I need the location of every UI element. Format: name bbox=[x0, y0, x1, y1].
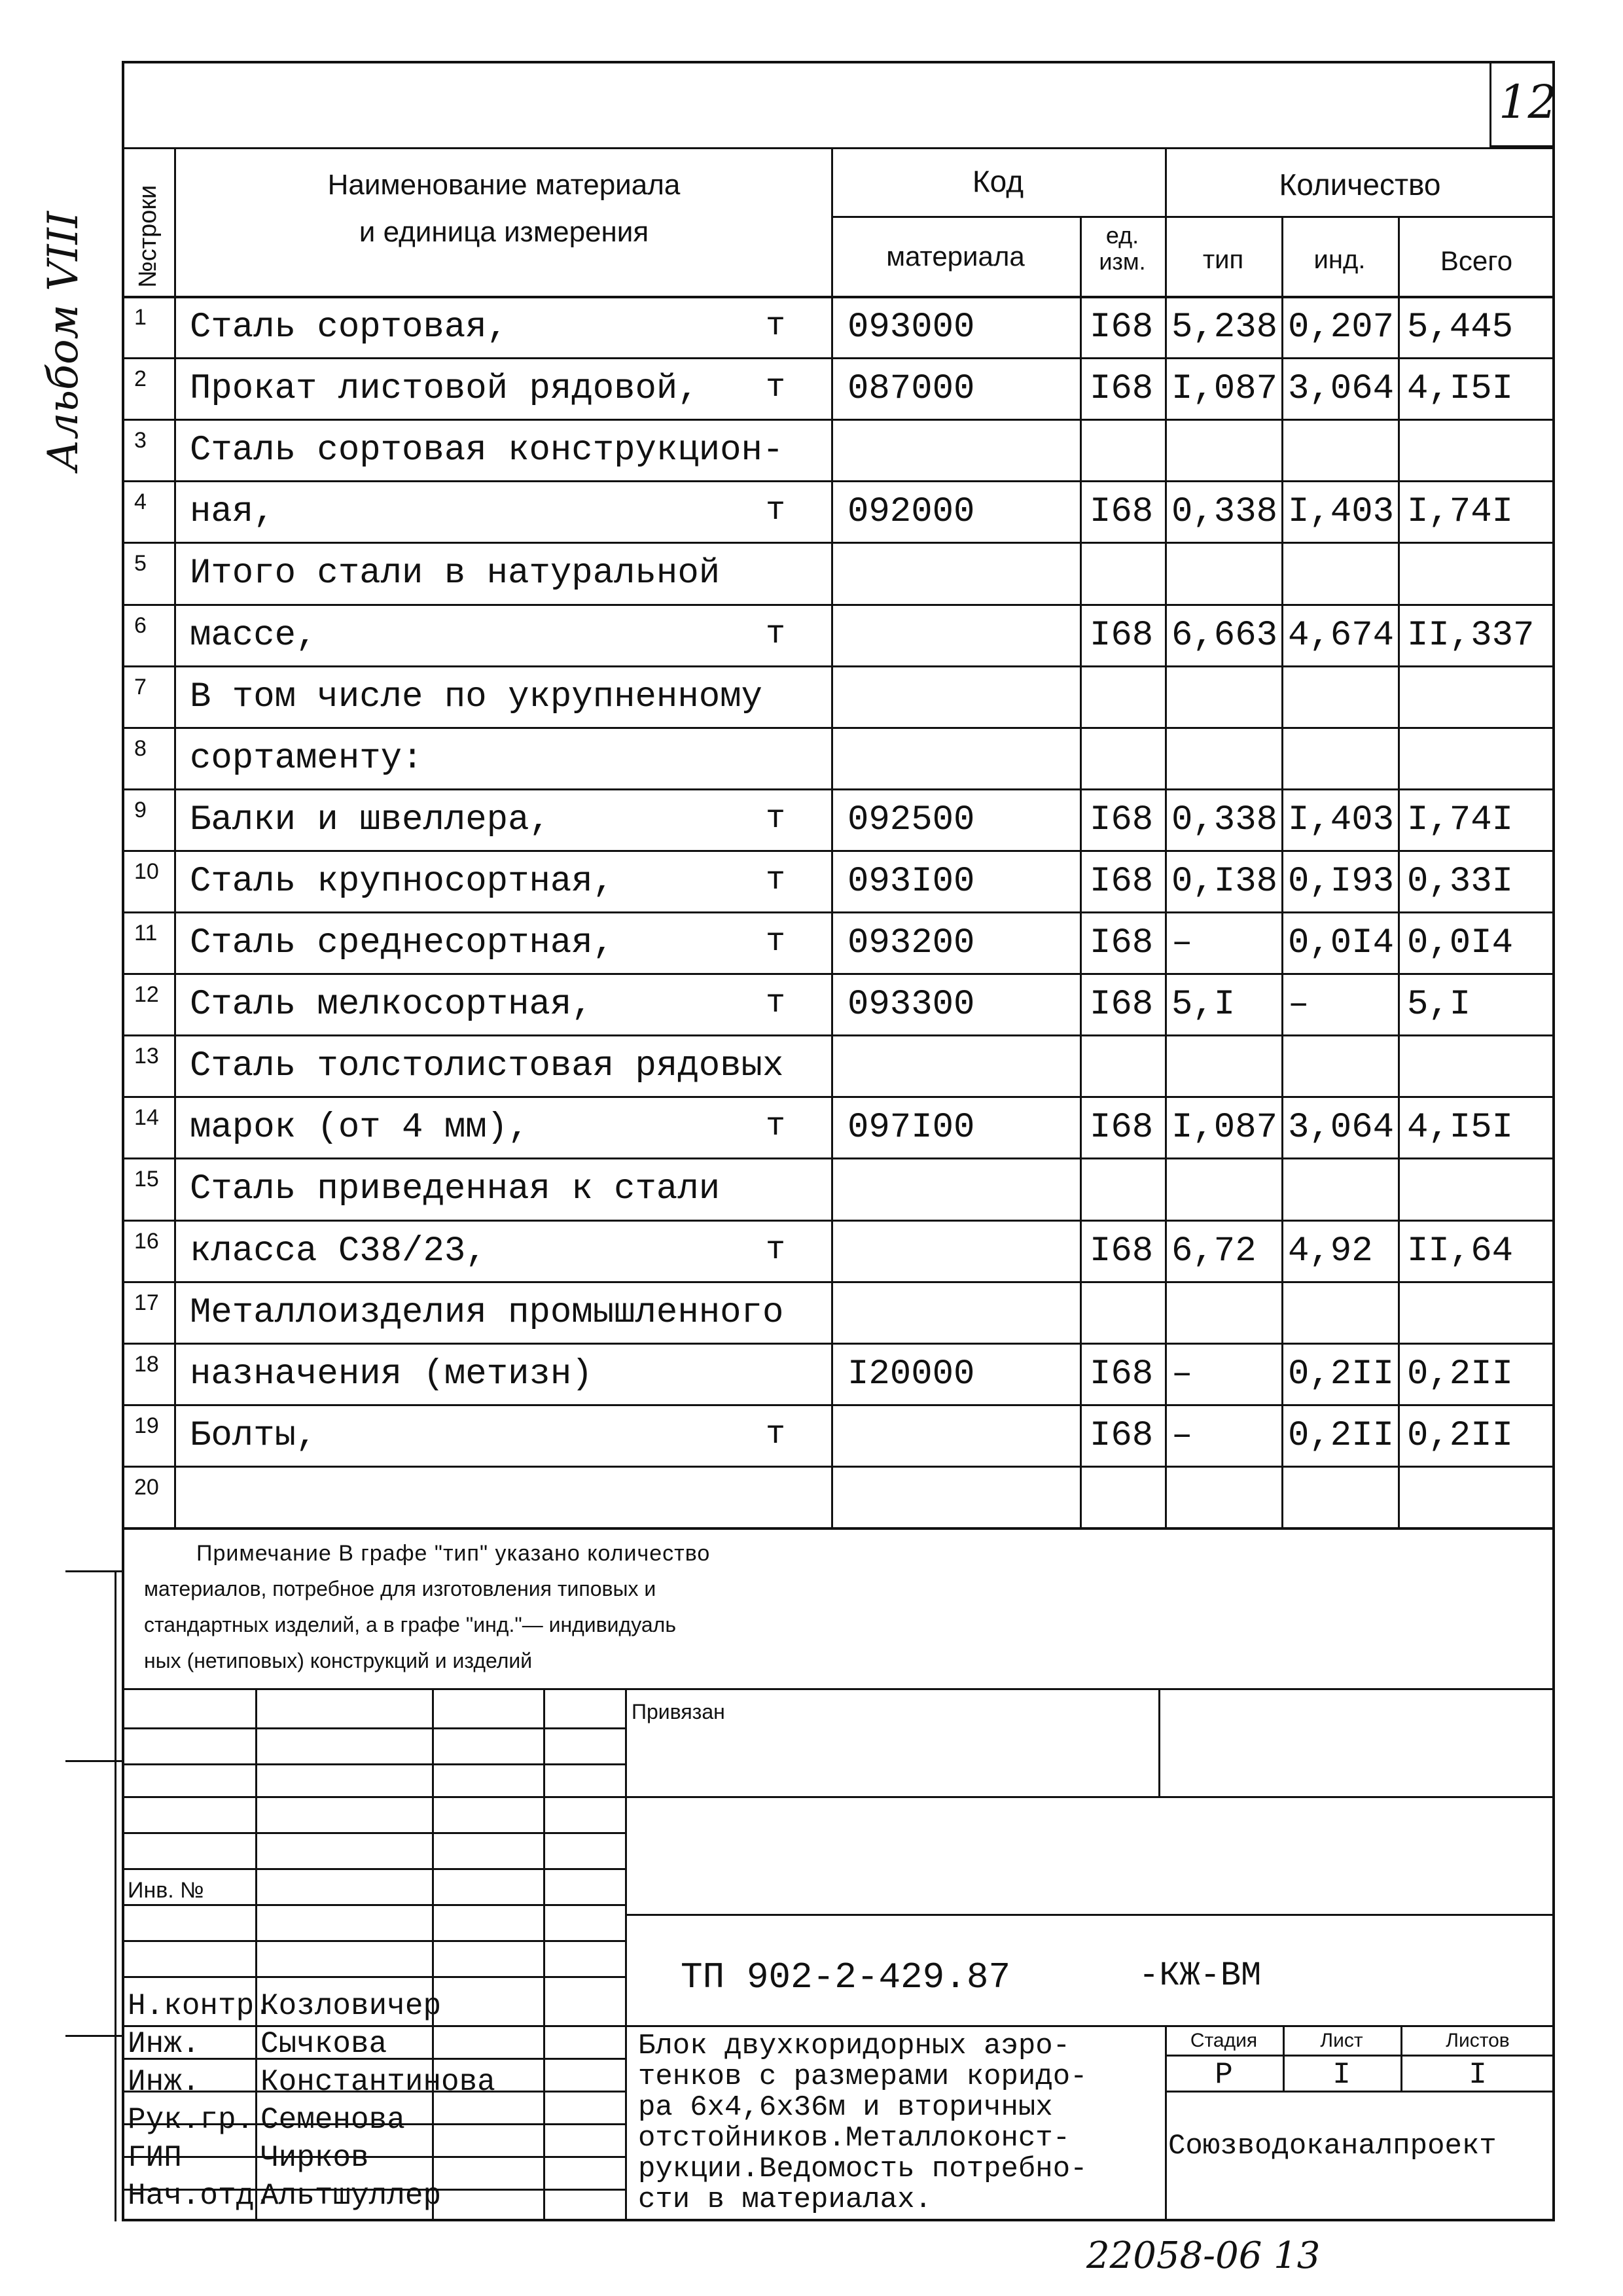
cell-typ: – bbox=[1171, 1415, 1193, 1456]
cell-n: 10 bbox=[134, 858, 159, 884]
title-line: тенков с размерами коридо- bbox=[638, 2060, 1088, 2093]
row-divider bbox=[122, 357, 1555, 359]
cell-n: 11 bbox=[134, 921, 158, 945]
cell-code: 093000 bbox=[847, 308, 975, 347]
stamp-role: Инж. bbox=[128, 2065, 200, 2099]
cell-tot: 0,2II bbox=[1407, 1354, 1514, 1394]
cell-ind: I,403 bbox=[1288, 492, 1395, 533]
header-code-unit: ед. изм. bbox=[1099, 222, 1146, 275]
cell-n: 9 bbox=[134, 797, 147, 822]
cell-unit: т bbox=[766, 800, 786, 838]
header-row-no: №строки bbox=[134, 185, 162, 288]
stamp-role: Рук.гр. bbox=[128, 2103, 255, 2137]
cell-ind: 0,0I4 bbox=[1288, 923, 1395, 963]
cell-ind: 0,I93 bbox=[1288, 861, 1395, 902]
cell-unit: т bbox=[766, 985, 786, 1023]
note-line1: Примечание В графе "тип" указано количество bbox=[196, 1541, 711, 1566]
cell-u: I68 bbox=[1090, 861, 1154, 902]
doc-suffix: -КЖ-ВМ bbox=[1139, 1956, 1262, 1995]
header-q-total: Всего bbox=[1440, 245, 1513, 276]
cell-tot: 0,2II bbox=[1407, 1415, 1514, 1456]
cell-n: 12 bbox=[134, 982, 159, 1008]
cell-typ: 5,I bbox=[1171, 985, 1236, 1025]
cell-tot: 5,445 bbox=[1407, 308, 1514, 347]
cell-n: 15 bbox=[134, 1167, 159, 1192]
cell-n: 7 bbox=[134, 674, 147, 699]
cell-typ: 6,663 bbox=[1171, 615, 1278, 656]
cell-unit: т bbox=[766, 923, 786, 961]
cell-typ: 0,338 bbox=[1171, 492, 1278, 533]
row-divider bbox=[122, 1281, 1555, 1283]
organization: Союзводоканалпроект bbox=[1168, 2130, 1497, 2163]
cell-name: Болты, bbox=[190, 1415, 317, 1456]
cell-name: марок (от 4 мм), bbox=[190, 1108, 529, 1148]
cell-tot: II,337 bbox=[1407, 615, 1535, 656]
inv-no-label: Инв. № bbox=[128, 1878, 204, 1903]
row-divider bbox=[122, 788, 1555, 790]
cell-code: 093I00 bbox=[847, 861, 975, 902]
cell-typ: I,087 bbox=[1171, 1108, 1278, 1148]
cell-ind: 0,207 bbox=[1288, 308, 1395, 347]
row-divider bbox=[122, 1343, 1555, 1345]
stamp-role: ГИП bbox=[128, 2141, 182, 2175]
header-quantity: Количество bbox=[1279, 168, 1441, 202]
title-line: ра 6х4,6х36м и вторичных bbox=[638, 2091, 1053, 2124]
cell-n: 5 bbox=[134, 551, 147, 576]
header-name-line1: Наименование материала bbox=[327, 169, 681, 201]
cell-n: 13 bbox=[134, 1044, 159, 1069]
title-line: Блок двухкоридорных аэро- bbox=[638, 2030, 1071, 2062]
stamp-name: Семенова bbox=[260, 2103, 405, 2137]
sheet-label: Лист bbox=[1320, 2030, 1363, 2051]
cell-n: 19 bbox=[134, 1413, 159, 1438]
stamp-name: Сычкова bbox=[260, 2027, 387, 2061]
cell-typ: 0,338 bbox=[1171, 800, 1278, 840]
cell-typ: 0,I38 bbox=[1171, 861, 1278, 902]
stamp-role: Инж. bbox=[128, 2027, 200, 2061]
row-divider bbox=[122, 1034, 1555, 1036]
row-divider bbox=[122, 419, 1555, 421]
row-divider bbox=[122, 1157, 1555, 1159]
cell-tot: 4,I5I bbox=[1407, 369, 1514, 410]
cell-code: I20000 bbox=[847, 1354, 975, 1394]
cell-typ: – bbox=[1171, 923, 1193, 963]
cell-tot: I,74I bbox=[1407, 492, 1514, 533]
stamp-role: Нач.отд. bbox=[128, 2179, 272, 2213]
cell-unit: т bbox=[766, 1415, 786, 1453]
stamp-role: Н.контр. bbox=[128, 1989, 272, 2023]
row-divider bbox=[122, 911, 1555, 913]
note-line4: ных (нетиповых) конструкций и изделий bbox=[144, 1649, 533, 1672]
cell-code: 092500 bbox=[847, 800, 975, 840]
cell-unit: т bbox=[766, 1108, 786, 1146]
row-divider bbox=[122, 1466, 1555, 1468]
title-line: отстойников.Металлоконст- bbox=[638, 2122, 1071, 2155]
cell-ind: I,403 bbox=[1288, 800, 1395, 840]
cell-tot: II,64 bbox=[1407, 1231, 1514, 1271]
cell-tot: 0,0I4 bbox=[1407, 923, 1514, 963]
cell-ind: 3,064 bbox=[1288, 369, 1395, 410]
cell-unit: т bbox=[766, 308, 786, 345]
cell-n: 2 bbox=[134, 366, 147, 392]
sheets-label: Листов bbox=[1446, 2030, 1510, 2051]
cell-tot: 0,33I bbox=[1407, 861, 1514, 902]
cell-n: 3 bbox=[134, 428, 147, 453]
cell-u: I68 bbox=[1090, 985, 1154, 1025]
cell-n: 18 bbox=[134, 1351, 159, 1377]
cell-ind: 4,92 bbox=[1288, 1231, 1373, 1271]
cell-typ: 6,72 bbox=[1171, 1231, 1257, 1271]
sheets-value: I bbox=[1469, 2058, 1487, 2092]
cell-name: В том числе по укрупненному bbox=[190, 677, 762, 717]
row-divider bbox=[122, 727, 1555, 729]
cell-u: I68 bbox=[1090, 1354, 1154, 1394]
cell-name: Сталь сортовая, bbox=[190, 308, 508, 347]
cell-n: 16 bbox=[134, 1228, 159, 1254]
cell-ind: – bbox=[1288, 985, 1310, 1025]
title-line: рукции.Ведомость потребно- bbox=[638, 2153, 1088, 2185]
cell-u: I68 bbox=[1090, 1415, 1154, 1456]
stamp-name: Козловичер bbox=[260, 1989, 442, 2023]
cell-ind: 0,2II bbox=[1288, 1354, 1395, 1394]
cell-name: Сталь крупносортная, bbox=[190, 861, 615, 902]
cell-name: Итого стали в натуральной bbox=[190, 554, 721, 594]
doc-code: ТП 902-2-429.87 bbox=[681, 1956, 1011, 1998]
cell-n: 4 bbox=[134, 489, 147, 515]
cell-u: I68 bbox=[1090, 800, 1154, 840]
cell-ind: 4,674 bbox=[1288, 615, 1395, 656]
stamp-name: Альтшуллер bbox=[260, 2179, 442, 2213]
cell-code: 087000 bbox=[847, 369, 975, 410]
cell-n: 1 bbox=[134, 305, 147, 330]
header-code-material: материала bbox=[886, 241, 1025, 272]
cell-name: Прокат листовой рядовой, bbox=[190, 369, 699, 410]
cell-name: сортаменту: bbox=[190, 738, 423, 779]
cell-unit: т bbox=[766, 369, 786, 407]
cell-unit: т bbox=[766, 492, 786, 530]
cell-ind: 0,2II bbox=[1288, 1415, 1395, 1456]
cell-name: Сталь среднесортная, bbox=[190, 923, 615, 963]
cell-n: 20 bbox=[134, 1474, 159, 1500]
stamp-name: Константинова bbox=[260, 2065, 495, 2099]
cell-code: 097I00 bbox=[847, 1108, 975, 1148]
cell-u: I68 bbox=[1090, 615, 1154, 656]
cell-n: 14 bbox=[134, 1105, 159, 1131]
privyazan-label: Привязан bbox=[632, 1700, 725, 1723]
cell-u: I68 bbox=[1090, 308, 1154, 347]
cell-typ: I,087 bbox=[1171, 369, 1278, 410]
stamp-name: Чирков bbox=[260, 2141, 369, 2175]
header-name-line2: и единица измерения bbox=[359, 216, 649, 248]
row-divider bbox=[122, 973, 1555, 975]
cell-name: Сталь приведенная к стали bbox=[190, 1169, 721, 1210]
cell-name: Металлоизделия промышленного bbox=[190, 1292, 784, 1333]
row-divider bbox=[122, 1220, 1555, 1222]
cell-name: Сталь мелкосортная, bbox=[190, 985, 593, 1025]
note-line2: материалов, потребное для изготовления типовых и bbox=[144, 1577, 656, 1600]
cell-unit: т bbox=[766, 861, 786, 899]
stage-label: Стадия bbox=[1190, 2030, 1258, 2051]
header-q-ind: инд. bbox=[1313, 245, 1366, 274]
cell-name: массе, bbox=[190, 615, 317, 656]
cell-u: I68 bbox=[1090, 923, 1154, 963]
cell-code: 092000 bbox=[847, 492, 975, 533]
row-divider bbox=[122, 604, 1555, 606]
cell-code: 093200 bbox=[847, 923, 975, 963]
cell-code: 093300 bbox=[847, 985, 975, 1025]
cell-tot: 4,I5I bbox=[1407, 1108, 1514, 1148]
cell-ind: 3,064 bbox=[1288, 1108, 1395, 1148]
stage-value: Р bbox=[1215, 2058, 1233, 2092]
note-line3: стандартных изделий, а в графе "инд."— индивидуаль bbox=[144, 1613, 676, 1636]
footer-number: 22058-06 13 bbox=[1086, 2234, 1321, 2277]
title-line: сти в материалах. bbox=[638, 2183, 932, 2216]
cell-n: 8 bbox=[134, 735, 147, 761]
header-q-type: тип bbox=[1202, 245, 1244, 274]
sheet-number: 12 bbox=[1499, 75, 1558, 129]
row-divider bbox=[122, 480, 1555, 482]
row-divider bbox=[122, 1404, 1555, 1406]
cell-name: Сталь толстолистовая рядовых bbox=[190, 1046, 784, 1087]
cell-typ: – bbox=[1171, 1354, 1193, 1394]
cell-name: назначения (метизн) bbox=[190, 1354, 593, 1394]
cell-typ: 5,238 bbox=[1171, 308, 1278, 347]
cell-name: класса С38/23, bbox=[190, 1231, 487, 1271]
cell-tot: 5,I bbox=[1407, 985, 1471, 1025]
cell-u: I68 bbox=[1090, 369, 1154, 410]
cell-unit: т bbox=[766, 1231, 786, 1269]
cell-n: 17 bbox=[134, 1290, 159, 1315]
row-divider bbox=[122, 1096, 1555, 1098]
cell-u: I68 bbox=[1090, 1231, 1154, 1271]
album-note: Альбом VIII bbox=[39, 211, 88, 471]
cell-n: 6 bbox=[134, 612, 147, 638]
sheet-value: I bbox=[1332, 2058, 1351, 2092]
row-divider bbox=[122, 665, 1555, 667]
cell-tot: I,74I bbox=[1407, 800, 1514, 840]
row-divider bbox=[122, 850, 1555, 852]
cell-unit: т bbox=[766, 615, 786, 653]
cell-u: I68 bbox=[1090, 492, 1154, 533]
cell-name: ная, bbox=[190, 492, 275, 533]
header-code: Код bbox=[972, 164, 1024, 198]
cell-u: I68 bbox=[1090, 1108, 1154, 1148]
cell-name: Сталь сортовая конструкцион- bbox=[190, 431, 784, 471]
row-divider bbox=[122, 542, 1555, 544]
cell-name: Балки и швеллера, bbox=[190, 800, 550, 840]
